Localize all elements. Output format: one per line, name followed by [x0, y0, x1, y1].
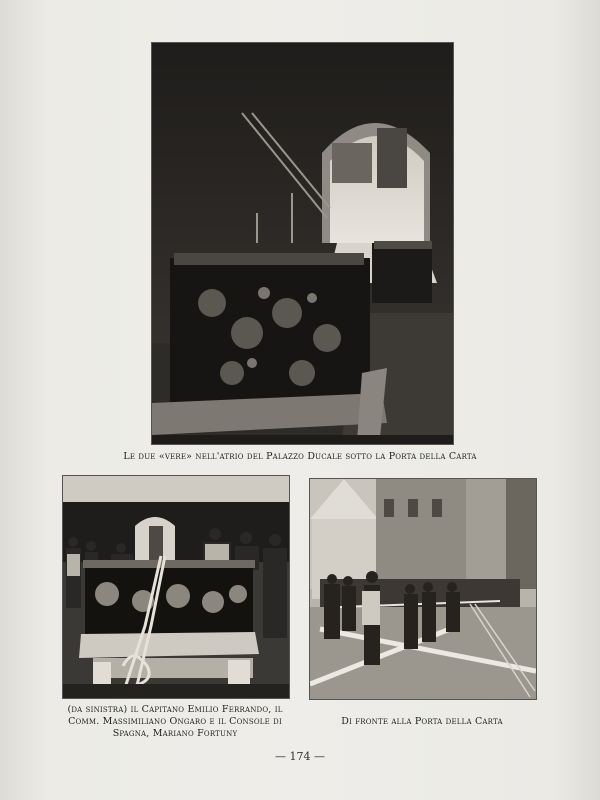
caption-left-line-1: (da sinistra) il Capitano Emilio Ferrando, il: [67, 704, 283, 715]
photo-officials-illustration: [63, 476, 289, 698]
photo-workers-illustration: [310, 479, 536, 699]
photo-before-porta-della-carta: [309, 478, 537, 700]
page-number: — 174 —: [275, 750, 325, 763]
photo-officials-with-well-head: [62, 475, 290, 699]
caption-left-photo: [55, 704, 295, 740]
photo-well-heads-in-atrium: [151, 42, 454, 445]
caption-right-photo: Di fronte alla Porta della Carta: [341, 716, 503, 727]
caption-left-line-2: Comm. Massimiliano Ongaro e il Console di: [68, 716, 282, 727]
caption-left-line-3: Spagna, Mariano Fortuny: [112, 728, 238, 739]
photo-well-heads-illustration: [152, 43, 453, 444]
caption-main-photo: Le due «vere» nell'atrio del Palazzo Ducale sotto la Porta della Carta: [123, 451, 477, 462]
